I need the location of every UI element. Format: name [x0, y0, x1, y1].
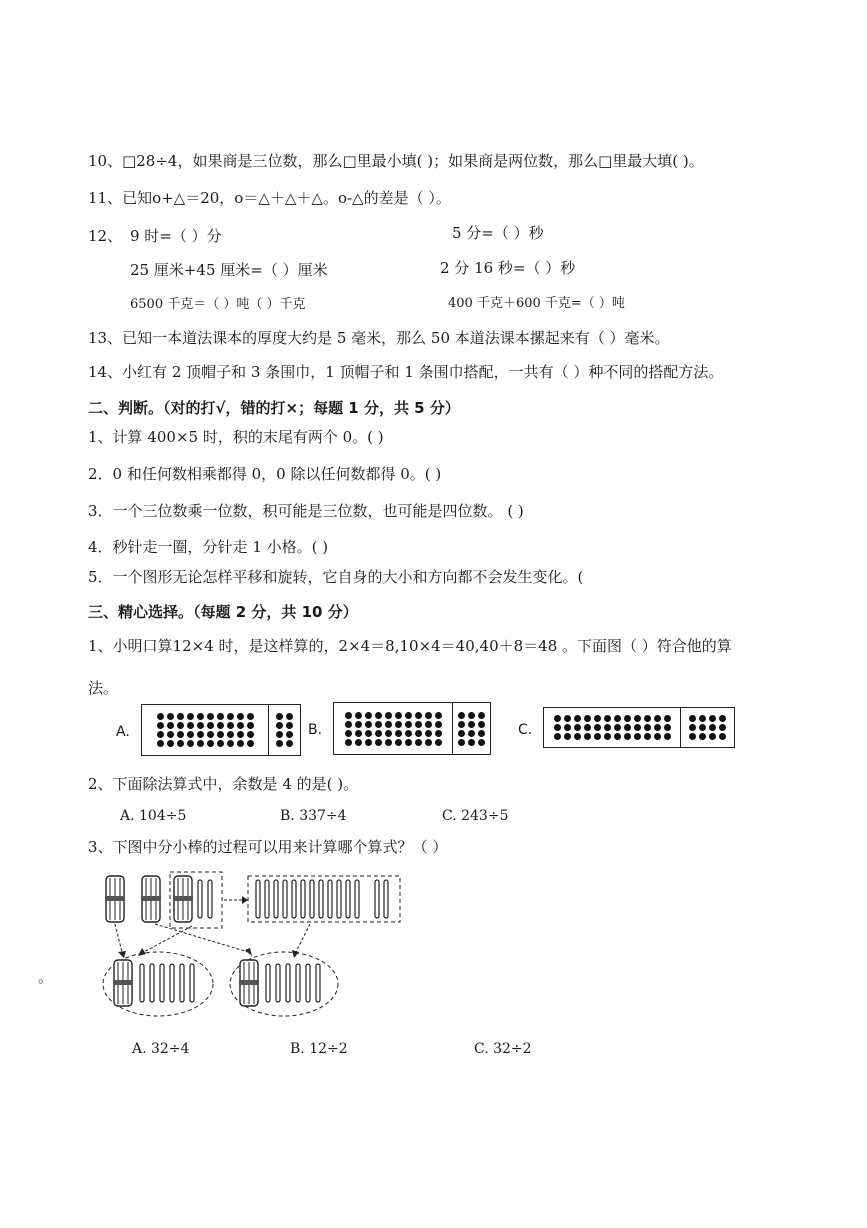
dot: [227, 740, 234, 747]
dot: [197, 722, 204, 729]
dot: [247, 740, 254, 747]
dot: [247, 713, 254, 720]
dot: [227, 722, 234, 729]
dot: [217, 731, 224, 738]
dot: [478, 721, 485, 728]
dot: [187, 731, 194, 738]
dot: [478, 712, 485, 719]
dot: [584, 724, 591, 731]
dot: [699, 733, 706, 740]
dot: [604, 715, 611, 722]
dot: [415, 721, 422, 728]
stick-division-diagram: [100, 868, 420, 1020]
dot: [594, 715, 601, 722]
dot: [375, 721, 382, 728]
dot: [167, 731, 174, 738]
dot: [385, 721, 392, 728]
dot: [435, 730, 442, 737]
dot: [435, 712, 442, 719]
dot-grid-b: [333, 702, 491, 755]
dot: [554, 715, 561, 722]
choice-q1-line2: 法。: [88, 679, 119, 697]
dot: [435, 739, 442, 746]
dot-block-large: [334, 703, 453, 754]
bundle-icon: [105, 876, 125, 922]
dot: [689, 733, 696, 740]
loose-sticks: [256, 880, 388, 918]
dot: [689, 715, 696, 722]
dot: [664, 724, 671, 731]
dot: [654, 724, 661, 731]
dot: [365, 712, 372, 719]
dot: [345, 730, 352, 737]
option-a-label: A.: [116, 724, 130, 740]
dot: [468, 739, 475, 746]
dot: [554, 724, 561, 731]
dot: [395, 712, 402, 719]
question-12-label: 12、: [88, 227, 123, 245]
dot: [365, 721, 372, 728]
dot: [415, 730, 422, 737]
dot: [624, 715, 631, 722]
dot: [167, 713, 174, 720]
dot: [227, 713, 234, 720]
dot: [689, 724, 696, 731]
dot: [157, 740, 164, 747]
dot: [276, 722, 283, 729]
dot: [395, 739, 402, 746]
dot: [458, 721, 465, 728]
dot: [395, 721, 402, 728]
dot: [634, 733, 641, 740]
question-12-b: 5 分=（ ）秒: [452, 224, 544, 242]
dot: [468, 730, 475, 737]
dot: [286, 722, 293, 729]
dot: [345, 712, 352, 719]
dot: [699, 724, 706, 731]
dot: [604, 733, 611, 740]
dot: [709, 715, 716, 722]
judge-section-title: 二、判断。（对的打√，错的打×；每题 1 分，共 5 分）: [88, 399, 460, 417]
dot: [197, 713, 204, 720]
dot: [207, 713, 214, 720]
dot: [584, 733, 591, 740]
dot: [247, 722, 254, 729]
question-12-f: 400 千克＋600 千克=（ ）吨: [448, 296, 625, 311]
question-14: 14、小红有 2 顶帽子和 3 条围巾，1 顶帽子和 1 条围巾搭配，一共有（ ）种不同的搭配方法。: [88, 363, 724, 381]
dot-block-large: [142, 705, 269, 755]
dot-grid-c: [543, 707, 735, 748]
dot: [355, 712, 362, 719]
dot: [719, 724, 726, 731]
dot: [157, 731, 164, 738]
dot: [385, 739, 392, 746]
question-12-c: 25 厘米+45 厘米=（ ）厘米: [130, 261, 328, 279]
dot: [604, 724, 611, 731]
dot: [574, 724, 581, 731]
dot: [187, 713, 194, 720]
dot: [709, 733, 716, 740]
dot: [197, 731, 204, 738]
bundle-icon: [141, 876, 161, 922]
dot: [405, 730, 412, 737]
dot-grid-a: [141, 704, 301, 756]
bundle-icon: [173, 876, 193, 922]
dot: [644, 733, 651, 740]
dot-block-small: [453, 703, 490, 754]
dot-block-large: [544, 708, 681, 747]
dot: [385, 730, 392, 737]
dot: [217, 740, 224, 747]
dot: [425, 730, 432, 737]
choice-q3-b: B. 12÷2: [290, 1041, 348, 1057]
dot: [217, 713, 224, 720]
dot-block-small: [681, 708, 734, 747]
question-13: 13、已知一本道法课本的厚度大约是 5 毫米，那么 50 本道法课本摞起来有（ ）毫米。: [88, 329, 670, 347]
choice-section-title: 三、精心选择。（每题 2 分，共 10 分）: [88, 603, 358, 621]
dot: [594, 724, 601, 731]
dot: [435, 721, 442, 728]
group-sticks: [140, 964, 194, 1002]
dot: [355, 730, 362, 737]
option-b-label: B.: [308, 722, 323, 738]
dot: [375, 712, 382, 719]
dot: [554, 733, 561, 740]
dot: [478, 730, 485, 737]
dot: [405, 739, 412, 746]
question-11: 11、已知o+△＝20，o＝△＋△＋△。o-△的差是（ ）。: [88, 189, 451, 207]
dot: [227, 731, 234, 738]
dot: [594, 733, 601, 740]
dot: [157, 722, 164, 729]
dot-block-small: [269, 705, 300, 755]
dot: [425, 739, 432, 746]
bundle-icon: [113, 960, 133, 1006]
dot: [644, 715, 651, 722]
bundle-icon: [239, 960, 259, 1006]
dot: [699, 715, 706, 722]
judge-item-3: 3．一个三位数乘一位数，积可能是三位数，也可能是四位数。 ( ): [88, 502, 524, 520]
dot: [177, 713, 184, 720]
dot: [458, 730, 465, 737]
dot: [286, 731, 293, 738]
judge-item-2: 2．0 和任何数相乘都得 0，0 除以任何数都得 0。( ): [88, 465, 442, 483]
stick-icon: [198, 880, 202, 918]
dot: [207, 722, 214, 729]
dot: [276, 713, 283, 720]
dot: [654, 733, 661, 740]
dot: [719, 715, 726, 722]
dot: [276, 731, 283, 738]
dot: [187, 722, 194, 729]
dot: [564, 724, 571, 731]
group-sticks: [266, 964, 320, 1002]
dot: [375, 739, 382, 746]
dot: [365, 739, 372, 746]
choice-q3-a: A. 32÷4: [132, 1041, 190, 1057]
dot: [614, 715, 621, 722]
dot: [405, 712, 412, 719]
choice-q2: 2、下面除法算式中，余数是 4 的是( )。: [88, 775, 359, 793]
choice-q1-line1: 1、小明口算12×4 时，是这样算的，2×4＝8,10×4＝40,40＋8＝48 。下面图（ ）符合他的算: [88, 637, 732, 655]
question-10: 10、□28÷4，如果商是三位数，那么□里最小填( )；如果商是两位数，那么□里最大填( )。: [88, 152, 704, 170]
dot: [709, 724, 716, 731]
dot: [375, 730, 382, 737]
dot: [286, 740, 293, 747]
dot: [237, 740, 244, 747]
dot: [634, 724, 641, 731]
dot: [415, 712, 422, 719]
dot: [644, 724, 651, 731]
dot: [355, 739, 362, 746]
dot: [458, 739, 465, 746]
dot: [574, 733, 581, 740]
dot: [345, 721, 352, 728]
dot: [207, 740, 214, 747]
dot: [157, 713, 164, 720]
dot: [177, 731, 184, 738]
dot: [664, 733, 671, 740]
dot: [385, 712, 392, 719]
dot: [654, 715, 661, 722]
choice-q2-b: B. 337÷4: [280, 808, 347, 824]
dot: [664, 715, 671, 722]
dot: [167, 740, 174, 747]
judge-item-1: 1、计算 400×5 时，积的末尾有两个 0。( ): [88, 428, 384, 446]
dot: [217, 722, 224, 729]
dot: [564, 715, 571, 722]
dot: [355, 721, 362, 728]
dot: [247, 731, 254, 738]
dot: [177, 722, 184, 729]
choice-q2-a: A. 104÷5: [120, 808, 187, 824]
dot: [624, 724, 631, 731]
dot: [197, 740, 204, 747]
dot: [286, 713, 293, 720]
dot: [458, 712, 465, 719]
dot: [614, 733, 621, 740]
question-12-a: 9 时=（ ）分: [130, 227, 222, 245]
dot: [468, 721, 475, 728]
dot: [237, 713, 244, 720]
stick-icon: [208, 880, 212, 918]
dot: [634, 715, 641, 722]
dot: [395, 730, 402, 737]
dot: [425, 712, 432, 719]
choice-q3-c: C. 32÷2: [474, 1041, 532, 1057]
dot: [276, 740, 283, 747]
stray-mark: 。: [38, 968, 54, 986]
choice-q3: 3、下图中分小棒的过程可以用来计算哪个算式？（ ）: [88, 838, 448, 856]
dot: [167, 722, 174, 729]
dot: [237, 731, 244, 738]
question-12-e: 6500 千克＝（ ）吨（ ）千克: [130, 297, 306, 312]
dot: [614, 724, 621, 731]
dot: [468, 712, 475, 719]
option-c-label: C.: [518, 722, 533, 738]
dot: [719, 733, 726, 740]
dot: [425, 721, 432, 728]
question-12-d: 2 分 16 秒=（ ）秒: [440, 259, 576, 277]
dot: [564, 733, 571, 740]
dot: [345, 739, 352, 746]
dot: [415, 739, 422, 746]
dot: [478, 739, 485, 746]
choice-q2-c: C. 243÷5: [442, 808, 509, 824]
judge-item-4: 4．秒针走一圈，分针走 1 小格。( ): [88, 538, 329, 556]
dot: [187, 740, 194, 747]
judge-item-5: 5．一个图形无论怎样平移和旋转，它自身的大小和方向都不会发生变化。(: [88, 568, 584, 586]
dot: [177, 740, 184, 747]
dot: [624, 733, 631, 740]
dot: [574, 715, 581, 722]
dot: [405, 721, 412, 728]
dot: [237, 722, 244, 729]
dot: [584, 715, 591, 722]
dot: [365, 730, 372, 737]
dot: [207, 731, 214, 738]
